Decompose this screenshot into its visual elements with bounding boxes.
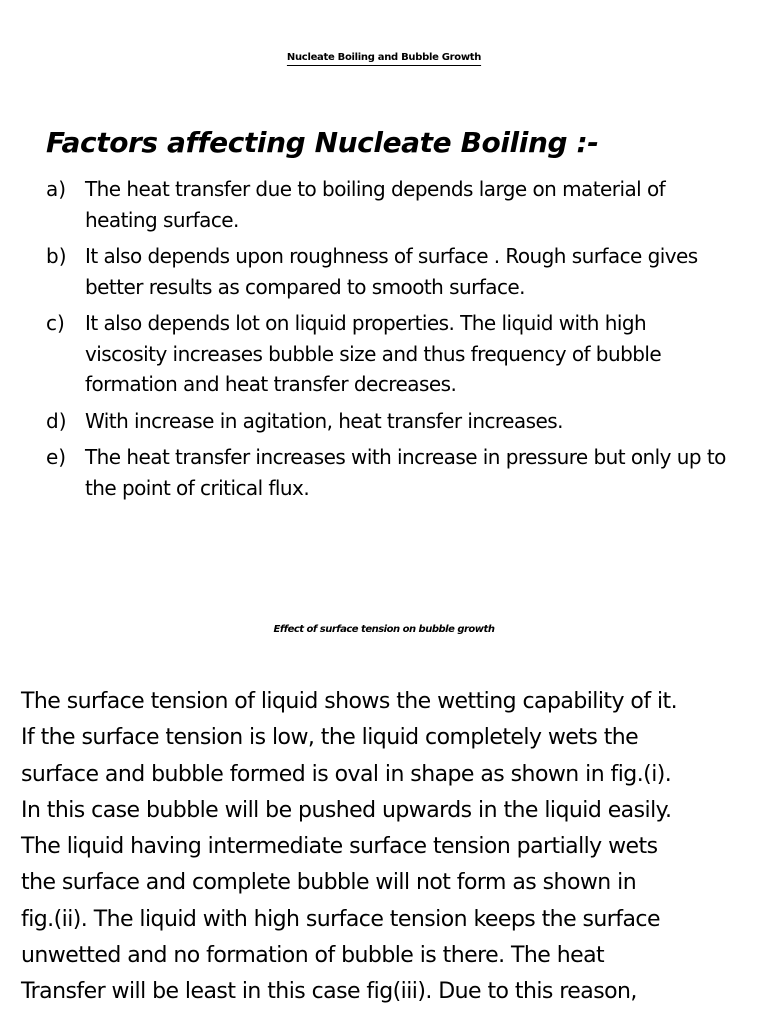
list-item <box>46 406 730 437</box>
paragraph-line: unwetted and no formation of bubble is there. The heat <box>21 943 605 969</box>
list-item <box>46 174 730 235</box>
paragraph-line: surface and bubble formed is oval in shape as shown in fig.(i). <box>21 761 672 787</box>
list-item-text: The heat transfer increases with increase in pressure but only up to the point of critical flux. <box>85 445 726 500</box>
paragraph-line: Transfer will be least in this case fig(iii). Due to this reason, <box>21 979 637 1005</box>
list-item-text: With increase in agitation, heat transfer increases. <box>85 408 563 433</box>
paragraph-line: If the surface tension is low, the liquid completely wets the <box>21 725 639 751</box>
list-marker: a) <box>46 177 67 201</box>
list-item-text: The heat transfer due to boiling depends large on material of heating surface. <box>85 177 666 232</box>
list-marker: e) <box>46 445 67 469</box>
paragraph-line: fig.(ii). The liquid with high surface tension keeps the surface <box>21 906 660 932</box>
list-item-text: It also depends lot on liquid properties. The liquid with high viscosity increases bubble size and thus frequency of bubble formation and heat transfer decreases. <box>85 311 662 396</box>
list-item <box>46 308 730 400</box>
paragraph-line: The liquid having intermediate surface tension partially wets <box>21 834 658 860</box>
surface-tension-paragraph <box>21 684 751 1011</box>
page-title: Nucleate Boiling and Bubble Growth <box>286 52 482 63</box>
paragraph-line: the surface and complete bubble will not form as shown in <box>21 870 637 896</box>
factors-heading: Factors affecting Nucleate Boiling :- <box>46 126 599 159</box>
list-item <box>46 241 730 302</box>
factors-list <box>46 174 730 509</box>
list-marker: d) <box>46 408 67 433</box>
list-item-text: It also depends upon roughness of surface . Rough surface gives better results as compared to smooth surface. <box>85 244 698 299</box>
paragraph-line: In this case bubble will be pushed upwards in the liquid easily. <box>21 797 672 823</box>
list-marker: c) <box>46 311 65 335</box>
surface-tension-heading: Effect of surface tension on bubble growth <box>273 624 495 635</box>
list-item <box>46 442 730 503</box>
list-marker: b) <box>46 244 67 268</box>
paragraph-line: The surface tension of liquid shows the wetting capability of it. <box>21 689 678 714</box>
